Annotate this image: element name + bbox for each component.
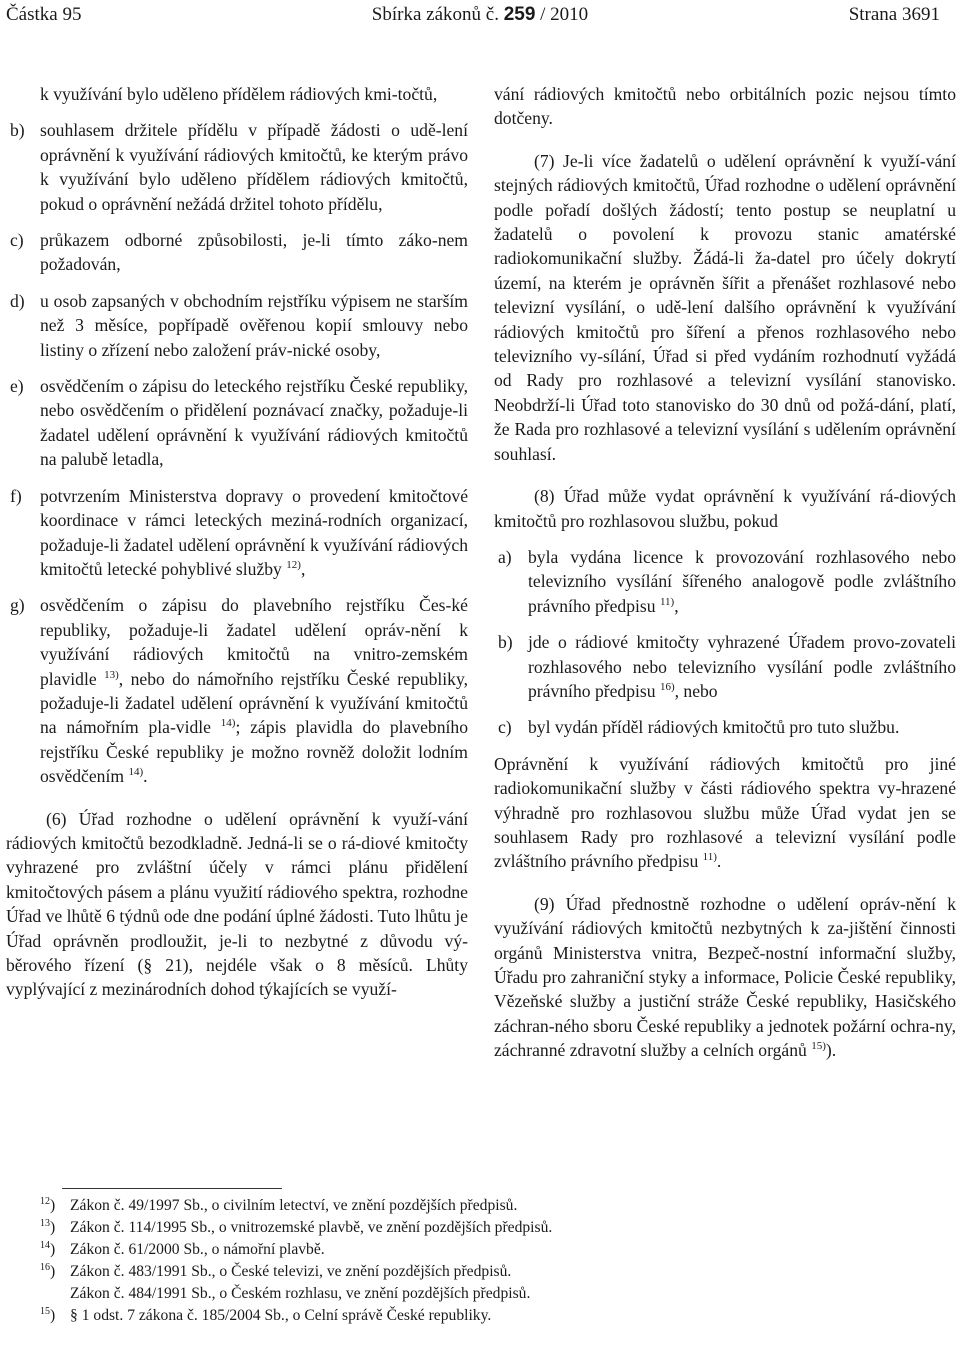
item-text: byla vydána licence k provozování rozhlasového nebo televizního vysílání šířeného analogově podle zvláštního právního předpisu [528, 546, 956, 616]
item-label: a) [498, 546, 512, 567]
footnote-num: 12 [40, 1195, 50, 1207]
item-label: c) [498, 717, 512, 738]
collection-year: / 2010 [540, 4, 589, 25]
left-column [6, 82, 468, 1002]
item-end: , nebo [674, 680, 718, 701]
item-c [494, 715, 956, 739]
item-end: , [674, 595, 679, 616]
paragraph-end: ). [825, 1040, 837, 1061]
footnote [40, 1217, 940, 1239]
item-f [6, 484, 468, 582]
item-c [6, 228, 468, 277]
item-d [6, 289, 468, 362]
item-label: c) [10, 230, 24, 251]
footnote-text: Zákon č. 49/1997 Sb., o civilním letectví, ve znění pozdějších předpisů. [70, 1197, 518, 1214]
footnote [40, 1195, 940, 1217]
footnotes [40, 1195, 940, 1327]
law-number: 259 [503, 4, 536, 25]
issue-part: Částka 95 [6, 4, 82, 25]
item-text: souhlasem držitele přídělu v případě žádosti o udě-lení oprávnění k využívání rádiových kmitočtů, ke kterým právo k využívání bylo uděleno přídělem rádiových kmitočtů, pokud o oprávnění nežádá držitel tohoto přídělu, [40, 120, 468, 214]
footnote [40, 1239, 940, 1261]
paragraph-8-continuation [494, 752, 956, 874]
section-sign: § [70, 1307, 78, 1324]
item-label: b) [498, 632, 513, 653]
item-a-continuation [6, 82, 468, 106]
item-label: e) [10, 376, 24, 397]
item-label: f) [10, 485, 22, 506]
item-b [6, 118, 468, 216]
item-text: osvědčením o zápisu do leteckého rejstříku České republiky, nebo osvědčením o přidělení poznávací značky, požaduje-li žadatel udělení oprávnění k využívání rádiových kmitočtů na palubě letadla, [40, 376, 468, 470]
collection-prefix: Sbírka zákonů č. [371, 4, 499, 25]
footnote-num: 15 [40, 1305, 50, 1317]
paragraph-end: . [716, 851, 722, 872]
footnote-text: 1 odst. 7 zákona č. 185/2004 Sb., o Celní správě České republiky. [81, 1307, 492, 1324]
item-text: jde o rádiové kmitočty vyhrazené Úřadem provo-zovateli rozhlasového nebo televizního vysílání podle zvláštního právního předpisu [528, 632, 956, 701]
item-text: byl vydán příděl rádiových kmitočtů pro tuto službu. [528, 717, 900, 738]
item-text: , nebo do námořního rejstříku České republiky, požaduje-li žadatel udělení oprávnění k využívání kmitočtů na námořním pla-vidle [40, 668, 468, 738]
item-label: g) [10, 595, 25, 616]
footnote-ref: 11) [702, 851, 717, 864]
footnote-text: Zákon č. 484/1991 Sb., o Českém rozhlasu, ve znění pozdějších předpisů. [70, 1285, 531, 1302]
collection-title [0, 4, 960, 26]
footnote-ref: 14) [220, 717, 236, 730]
footnote-ref: 15) [811, 1040, 826, 1053]
footnote-num: 16 [40, 1261, 50, 1273]
item-label: d) [10, 290, 25, 311]
footnote-ref: 16) [659, 681, 675, 694]
item-text: u osob zapsaných v obchodním rejstříku výpisem ne starším než 3 měsíce, popřípadě ověřenou kopií smlouvy nebo listiny o zřízení nebo založení práv-nické osoby, [40, 290, 468, 360]
paragraph-9 [494, 892, 956, 1063]
item-text: ; zápis plavidla do plavebního rejstříku České republiky je možno rovněž doložit lodním osvědčením [40, 717, 468, 787]
footnote-number: $^{15}$) [40, 1305, 56, 1324]
footnote-num: 13 [40, 1217, 50, 1229]
page-number: Strana 3691 [848, 4, 940, 25]
footnote [40, 1305, 940, 1327]
item-a-text: k využívání bylo uděleno přídělem rádiových kmi-točtů, [40, 84, 438, 104]
item-e [6, 374, 468, 472]
paragraph-text: (9) Úřad přednostně rozhodne o udělení opráv-nění k využívání rádiových kmitočtů nezbytných k za-jištění činnosti orgánů Ministerstva vnitra, Bezpeč-nostní informační služby, Úřadu pro zahraniční styky a informace, Policie České republiky, Vězeňské služby a justiční stráže České republiky, Hasičského záchran-ného sboru České republiky a jednotek požární ochra-ny, záchranné zdravotní služby a celních orgánů [494, 893, 956, 1061]
footnote-number: $^{12}$) [40, 1195, 56, 1214]
item-text: průkazem odborné způsobilosti, je-li tímto záko-nem požadován, [40, 230, 468, 275]
footnote-text: Zákon č. 114/1995 Sb., o vnitrozemské plavbě, ve znění pozdějších předpisů. [70, 1219, 553, 1236]
footnote-ref: 12) [286, 559, 301, 572]
paragraph-6-continuation: vání rádiových kmitočtů nebo orbitálních pozic nejsou tímto dotčeny. [494, 84, 956, 129]
item-text: osvědčením o zápisu do plavebního rejstříku Čes-ké republiky, požaduje-li žadatel udělení opráv-nění k využívání rádiových kmitočtů na vnitro-zemském plavidle [40, 595, 468, 689]
paragraph-7: (7) Je-li více žadatelů o udělení oprávnění k využí-vání stejných rádiových kmitočtů, Úřad rozhodne o udělení oprávnění podle pořadí došlých žádostí; tento postup se neuplatní u žadatelů o povolení k provozu stanic amatérské radiokomunikační služby. Žádá-li ža-datel pro účely dokrytí území, na kterém je oprávněn šířit a přenášet rozhlasové nebo televizní vysílání, o udě-lení dalšího oprávnění k využívání rádiových kmitočtů pro šíření a přenos rozhlasového nebo televizního vy-sílání, Úřad si před vydáním rozhodnutí vyžádá od Rady pro rozhlasové a televizní vysílání stanovisko. Neobdrží-li Úřad toto stanovisko do 30 dnů od požá-dání, platí, že Rada pro rozhlasové a televizní vysílání s udělením oprávnění souhlasí. [494, 150, 956, 464]
footnote-text: Zákon č. 61/2000 Sb., o námořní plavbě. [70, 1241, 325, 1258]
item-label: b) [10, 120, 25, 141]
footnote-ref: 14) [128, 766, 144, 779]
right-column [494, 82, 956, 1063]
footnote-text: Zákon č. 483/1991 Sb., o České televizi, ve znění pozdějších předpisů. [70, 1263, 512, 1280]
page-header [0, 0, 960, 32]
item-text: potvrzením Ministerstva dopravy o provedení kmitočtové koordinace v rámci leteckých meziná-rodních organizací, požaduje-li žadatel udělení oprávnění k využívání rádiových kmitočtů letecké pohyblivé služby [40, 485, 468, 579]
item-b [494, 630, 956, 703]
footnote-number: $^{16}$) [40, 1261, 56, 1280]
footnote-ref: 11) [659, 595, 675, 608]
footnote-divider [62, 1188, 282, 1189]
item-a [494, 545, 956, 618]
paragraph-8: (8) Úřad může vydat oprávnění k využívání rá-diových kmitočtů pro rozhlasovou službu, pokud [494, 486, 956, 531]
footnote-num: 14 [40, 1239, 50, 1251]
item-end: , [300, 558, 306, 579]
footnote-number: $^{13}$) [40, 1217, 56, 1236]
item-end: . [143, 766, 148, 787]
paragraph-text: Oprávnění k využívání rádiových kmitočtů pro jiné radiokomunikační služby v části rádiového spektra vy-hrazené výhradně pro rozhlasovou službu může Úřad vydat jen se souhlasem Rady pro rozhlasové a televizní vysílání podle zvláštního právního předpisu [494, 753, 956, 872]
paragraph-6: (6) Úřad rozhodne o udělení oprávnění k využí-vání rádiových kmitočtů bezodkladně. Jedná-li se o rá-diové kmitočty vyhrazené pro zvláštní účely v rámci plánu přidělení kmitočtových pásem a plánu využití rádiového spektra, rozhodne Úřad ve lhůtě 6 týdnů ode dne podání úplné žádosti. Tuto lhůtu je Úřad oprávněn prodloužit, je-li to nezbytné z důvodu vý-běrového řízení (§ 21), nejdéle však o 8 měsíců. Lhůty vyplývající z mezinárodních dohod týkajících se využí- [6, 808, 468, 1000]
footnote-ref: 13) [104, 668, 119, 681]
footnote-number: $^{14}$) [40, 1239, 56, 1258]
item-g [6, 593, 468, 788]
footnote [40, 1261, 940, 1305]
